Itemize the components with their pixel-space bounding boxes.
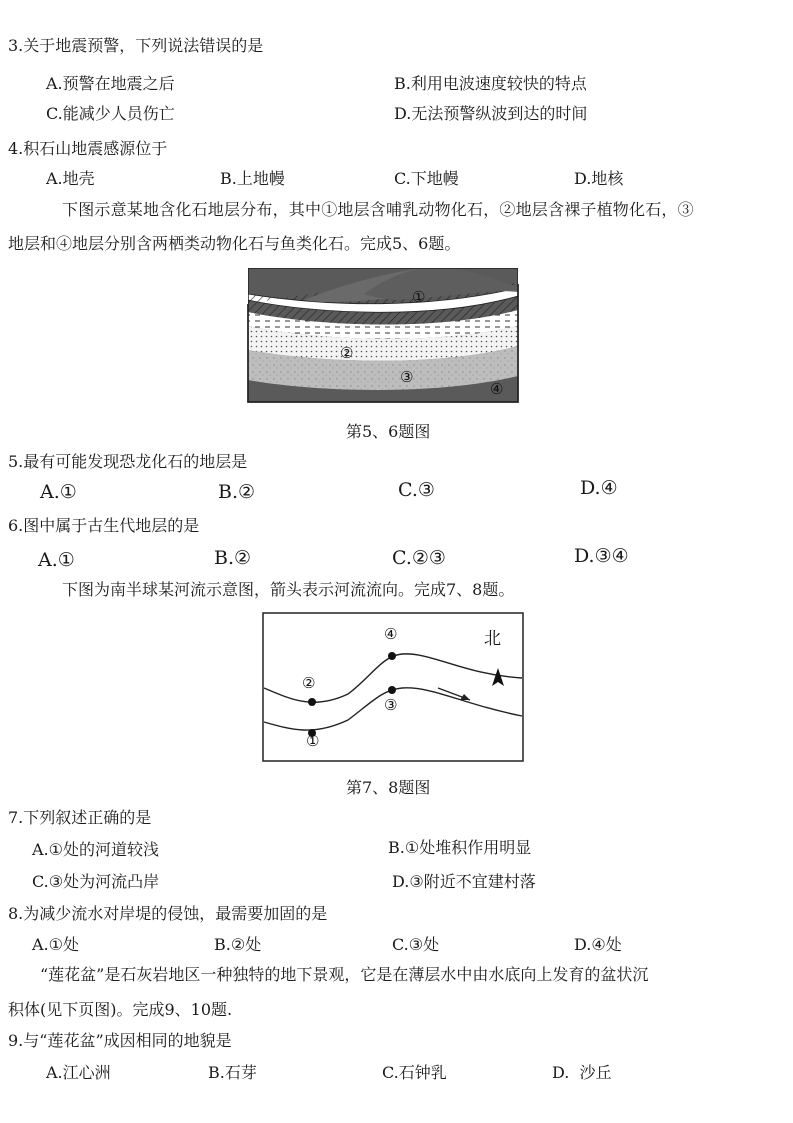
q9-option-d: D. 沙丘 (552, 1063, 612, 1082)
north-label: 北 (484, 629, 501, 649)
river-label-1: ① (306, 732, 320, 750)
q4-option-b: B.上地幔 (220, 169, 285, 188)
q9-stem: 9.与“莲花盆”成因相同的地貌是 (8, 1031, 232, 1050)
river-point-3 (388, 686, 396, 694)
fig78-caption: 第7、8题图 (346, 778, 431, 797)
river-label-4: ④ (384, 625, 398, 643)
strata-label-3: ③ (400, 368, 414, 386)
q3-option-a: A.预警在地震之后 (46, 74, 175, 93)
q9-option-c: C.石钟乳 (382, 1063, 447, 1082)
q4-option-a: A.地壳 (46, 169, 95, 188)
intro910-line2: 积体(见下页图)。完成9、10题. (8, 1000, 233, 1019)
intro56-line1: 下图示意某地含化石地层分布，其中①地层含哺乳动物化石，②地层含裸子植物化石，③ (62, 200, 694, 219)
river-figure (262, 612, 524, 762)
strata-label-4: ④ (490, 380, 504, 398)
q6-stem: 6.图中属于古生代地层的是 (8, 516, 200, 535)
q7-stem: 7.下列叙述正确的是 (8, 808, 152, 827)
fig56-caption: 第5、6题图 (346, 422, 431, 441)
q6-option-a: A.① (38, 549, 75, 571)
q4-option-c: C.下地幔 (394, 169, 459, 188)
q4-stem: 4.积石山地震感源位于 (8, 139, 168, 158)
river-point-4 (388, 652, 396, 660)
q8-option-a: A.①处 (32, 935, 79, 954)
q5-stem: 5.最有可能发现恐龙化石的地层是 (8, 452, 248, 471)
q5-option-b: B.② (218, 481, 256, 503)
strata-label-1: ① (412, 288, 426, 306)
q5-option-c: C.③ (398, 479, 435, 501)
river-label-2: ② (302, 674, 316, 692)
intro910-line1: “莲花盆”是石灰岩地区一种独特的地下景观，它是在薄层水中由水底向上发育的盆状沉 (40, 965, 649, 984)
q5-option-d: D.④ (580, 477, 618, 499)
q7-option-b: B.①处堆积作用明显 (388, 838, 532, 857)
river-label-3: ③ (384, 696, 398, 714)
q6-option-b: B.② (214, 547, 252, 569)
q6-option-d: D.③④ (574, 545, 629, 567)
q3-option-d: D.无法预警纵波到达的时间 (394, 104, 588, 123)
q8-option-c: C.③处 (392, 935, 440, 954)
q5-option-a: A.① (40, 481, 77, 503)
q9-option-b: B.石芽 (208, 1063, 257, 1082)
q3-option-b: B.利用电波速度较快的特点 (394, 74, 587, 93)
q3-option-c: C.能减少人员伤亡 (46, 104, 175, 123)
q9-option-a: A.江心洲 (46, 1063, 111, 1082)
river-point-2 (308, 698, 316, 706)
q4-option-d: D.地核 (574, 169, 624, 188)
q7-option-d: D.③附近不宜建村落 (392, 872, 536, 891)
q3-stem: 3.关于地震预警，下列说法错误的是 (8, 36, 264, 55)
strata-figure (244, 264, 522, 406)
q8-stem: 8.为减少流水对岸堤的侵蚀，最需要加固的是 (8, 904, 328, 923)
q7-option-c: C.③处为河流凸岸 (32, 872, 160, 891)
intro78-text: 下图为南半球某河流示意图，箭头表示河流流向。完成7、8题。 (62, 580, 515, 599)
strata-label-2: ② (340, 344, 354, 362)
q6-option-c: C.②③ (392, 547, 446, 569)
q7-option-a: A.①处的河道较浅 (32, 840, 159, 859)
q8-option-d: D.④处 (574, 935, 622, 954)
q8-option-b: B.②处 (214, 935, 262, 954)
intro56-line2: 地层和④地层分别含两栖类动物化石与鱼类化石。完成5、6题。 (8, 234, 461, 253)
